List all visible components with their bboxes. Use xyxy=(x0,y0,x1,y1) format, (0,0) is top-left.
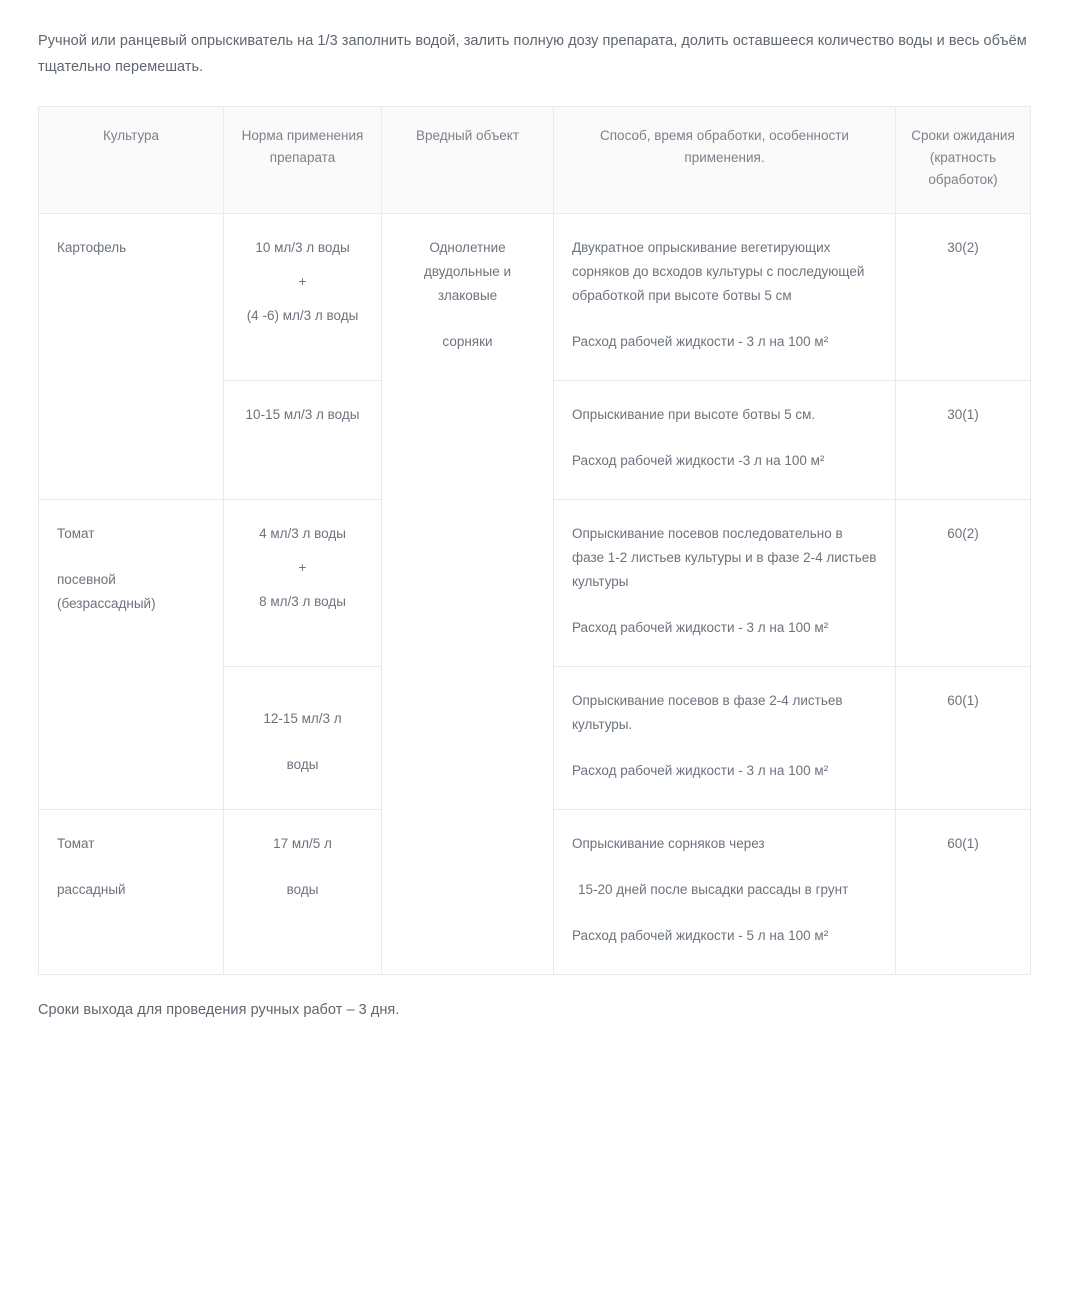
cell-method-3 xyxy=(554,500,896,667)
cell-rate-5 xyxy=(224,810,382,975)
consumption-text: Расход рабочей жидкости - 3 л на 100 м² xyxy=(572,334,829,349)
cell-pest-object xyxy=(382,214,554,975)
cell-method-5 xyxy=(554,810,896,975)
cell-method-4 xyxy=(554,667,896,810)
rate-line-2: 8 мл/3 л воды xyxy=(259,594,346,609)
culture-name: Картофель xyxy=(57,240,127,255)
cell-waiting-5: 60(1) xyxy=(896,810,1031,975)
method-text-secondary: 15-20 дней после высадки рассады в грунт xyxy=(578,882,849,897)
outro-paragraph: Сроки выхода для проведения ручных работ – 3 дня. xyxy=(38,1002,400,1018)
cell-waiting-3: 60(2) xyxy=(896,500,1031,667)
cell-culture-tomato-transplanted xyxy=(39,810,224,975)
cell-rate-2 xyxy=(224,381,382,500)
rate-line-1: 10-15 мл/3 л воды xyxy=(245,407,360,422)
rate-line-2: воды xyxy=(286,882,319,897)
culture-subtitle: рассадный xyxy=(57,882,126,897)
application-table-wrapper xyxy=(38,106,1030,975)
rate-line-1: 10 мл/3 л воды xyxy=(255,240,350,255)
rate-line-2: (4 -6) мл/3 л воды xyxy=(246,308,359,323)
column-header-pest: Вредный объект xyxy=(382,107,554,214)
cell-culture-tomato-seeded xyxy=(39,500,224,810)
pest-line-2: сорняки xyxy=(442,334,493,349)
intro-paragraph: Ручной или ранцевый опрыскиватель на 1/3 заполнить водой, залить полную дозу препарата, долить оставшееся количество воды и весь объём тщательно перемешать. xyxy=(38,33,1027,75)
column-header-waiting: Сроки ожидания (кратность обработок) xyxy=(896,107,1031,214)
consumption-text: Расход рабочей жидкости - 5 л на 100 м² xyxy=(572,928,829,943)
rate-line-1: 4 мл/3 л воды xyxy=(259,526,346,541)
cell-waiting-4: 60(1) xyxy=(896,667,1031,810)
table-row xyxy=(39,214,1031,381)
application-table xyxy=(38,106,1031,975)
cell-waiting-1: 30(2) xyxy=(896,214,1031,381)
consumption-text: Расход рабочей жидкости - 3 л на 100 м² xyxy=(572,620,829,635)
table-body xyxy=(39,214,1031,975)
rate-line-1: 17 мл/5 л xyxy=(273,836,332,851)
table-head xyxy=(39,107,1031,214)
cell-method-2 xyxy=(554,381,896,500)
column-header-culture: Культура xyxy=(39,107,224,214)
culture-name: Томат xyxy=(57,526,95,541)
rate-plus-sign: + xyxy=(298,274,307,289)
culture-subtitle: посевной (безрассадный) xyxy=(57,572,156,611)
cell-rate-1 xyxy=(224,214,382,381)
method-text: Опрыскивание посевов последовательно в фазе 1-2 листьев культуры и в фазе 2-4 листьев культуры xyxy=(572,526,877,589)
method-text: Опрыскивание сорняков через xyxy=(572,836,765,851)
column-header-rate: Норма применения препарата xyxy=(224,107,382,214)
method-text: Опрыскивание при высоте ботвы 5 см. xyxy=(572,407,816,422)
cell-culture-potato xyxy=(39,214,224,500)
consumption-text: Расход рабочей жидкости - 3 л на 100 м² xyxy=(572,763,829,778)
rate-line-1: 12-15 мл/3 л xyxy=(263,711,342,726)
method-text: Опрыскивание посевов в фазе 2-4 листьев культуры. xyxy=(572,693,843,732)
column-header-method: Способ, время обработки, особенности применения. xyxy=(554,107,896,214)
consumption-text: Расход рабочей жидкости -3 л на 100 м² xyxy=(572,453,825,468)
cell-method-1 xyxy=(554,214,896,381)
table-header-row xyxy=(39,107,1031,214)
cell-rate-4 xyxy=(224,667,382,810)
cell-waiting-2: 30(1) xyxy=(896,381,1031,500)
rate-line-2: воды xyxy=(286,757,319,772)
method-text: Двукратное опрыскивание вегетирующих сорняков до всходов культуры с последующей обработкой при высоте ботвы 5 см xyxy=(572,240,865,303)
pest-line-1: Однолетние двудольные и злаковые xyxy=(423,240,511,303)
culture-name: Томат xyxy=(57,836,95,851)
cell-rate-3 xyxy=(224,500,382,667)
rate-plus-sign: + xyxy=(298,560,307,575)
